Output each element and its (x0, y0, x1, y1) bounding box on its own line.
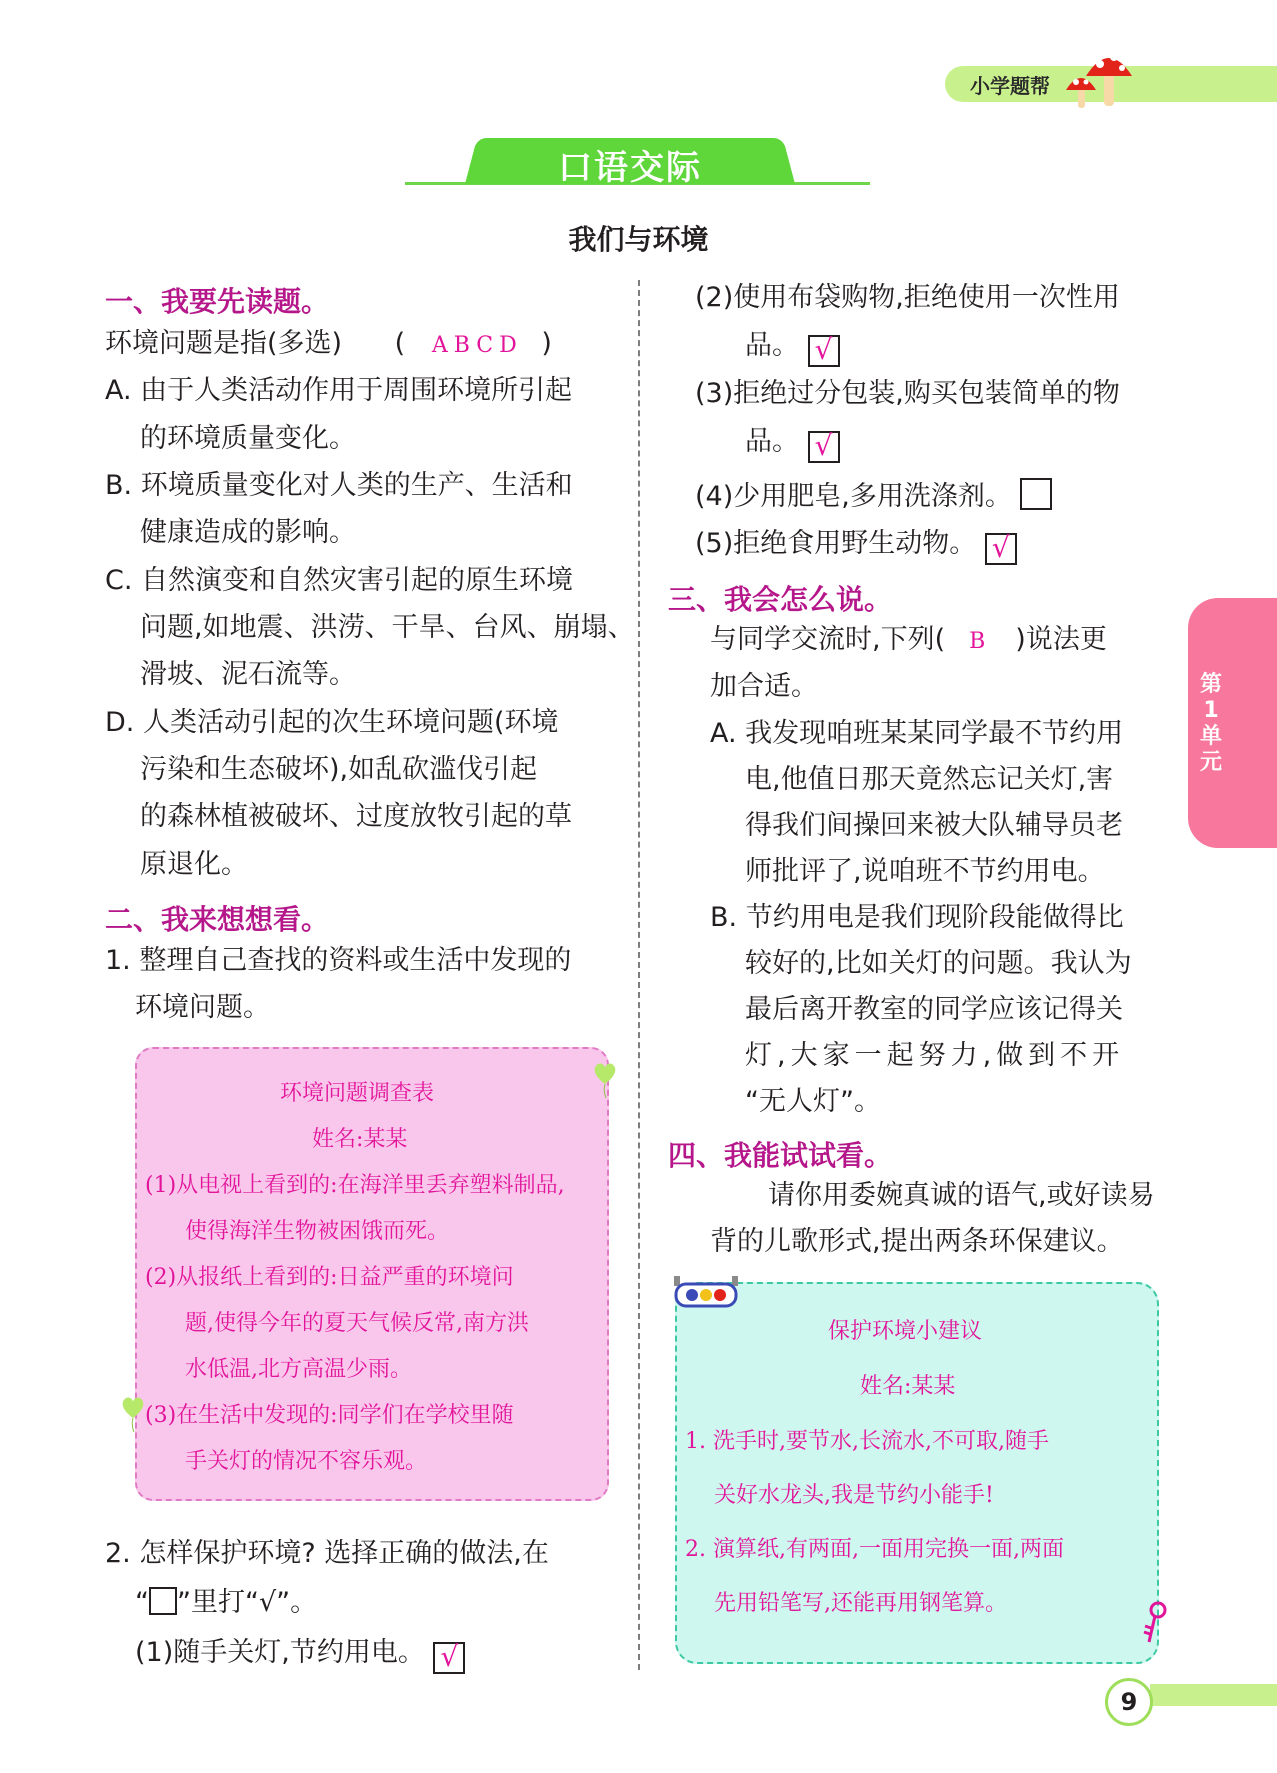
option-d-line2: 污染和生态破坏),如乱砍滥伐引起 (140, 754, 538, 785)
option-d-line3: 的森林植被破坏、过度放牧引起的草 (140, 801, 572, 832)
survey-item2-line1: (2)从报纸上看到的:日益严重的环境问 (145, 1265, 514, 1290)
choice-2-line1: (2)使用布袋购物,拒绝使用一次性用 (695, 282, 1120, 313)
part3-b-line3: 最后离开教室的同学应该记得关 (745, 994, 1123, 1025)
balloon-heart-icon (118, 1392, 148, 1432)
suggestion-1-line2: 关好水龙头,我是节约小能手! (714, 1483, 994, 1508)
column-divider (638, 280, 640, 1670)
option-a-line2: 的环境质量变化。 (140, 423, 356, 454)
choice-4-checkbox[interactable] (1020, 478, 1052, 510)
balloon-heart-icon (590, 1058, 620, 1098)
choice-2-checkbox[interactable]: √ (808, 335, 840, 367)
page-number: 9 (1105, 1678, 1153, 1726)
option-b-line2: 健康造成的影响。 (140, 517, 356, 548)
page-title: 我们与环境 (568, 223, 709, 256)
part3-heading: 三、我会怎么说。 (668, 583, 893, 616)
brand-name: 小学题帮 (970, 74, 1050, 98)
suggestion-1-line1: 1. 洗手时,要节水,长流水,不可取,随手 (685, 1429, 1049, 1454)
section-banner: 口语交际 (558, 148, 702, 188)
survey-title: 环境问题调查表 (280, 1081, 435, 1106)
option-d-line4: 原退化。 (140, 849, 248, 880)
part4-heading: 四、我能试试看。 (668, 1139, 893, 1172)
option-c-line3: 滑坡、泥石流等。 (140, 659, 356, 690)
survey-name: 姓名:某某 (312, 1127, 408, 1152)
option-b-line1: B. 环境质量变化对人类的生产、生活和 (105, 470, 573, 501)
mushroom-icon (1060, 44, 1140, 114)
part3-a-line2: 电,他值日那天竟然忘记关灯,害 (745, 764, 1114, 795)
part1-answer: ABCD (431, 333, 523, 358)
part1-heading: 一、我要先读题。 (105, 285, 330, 318)
survey-item1-line1: (1)从电视上看到的:在海洋里丢弃塑料制品, (145, 1173, 565, 1198)
part3-b-line5: “无人灯”。 (745, 1086, 881, 1117)
option-c-line2: 问题,如地震、洪涝、干旱、台风、崩塌、 (140, 612, 635, 643)
key-icon (1140, 1600, 1170, 1646)
choice-3-checkbox[interactable]: √ (808, 431, 840, 463)
part4-prompt-line1: 请你用委婉真诚的语气,或好读易 (768, 1180, 1155, 1211)
suggestion-2-line2: 先用铅笔写,还能再用钢笔算。 (714, 1591, 1007, 1616)
part3-a-line3: 得我们间操回来被大队辅导员老 (745, 810, 1123, 841)
choice-1: (1)随手关灯,节约用电。 √ (135, 1637, 465, 1674)
example-checkbox (149, 1587, 177, 1615)
part2-q2-line2: “ ”里打“√”。 (135, 1587, 318, 1618)
part2-q2-line1: 2. 怎样保护环境? 选择正确的做法,在 (105, 1538, 549, 1569)
survey-item3-line2: 手关灯的情况不容乐观。 (185, 1449, 428, 1474)
traffic-light-icon (672, 1272, 742, 1312)
choice-2-line2: 品。 √ (745, 330, 840, 367)
part3-answer: B (969, 629, 992, 654)
suggestion-title: 保护环境小建议 (828, 1319, 983, 1344)
suggestion-2-line1: 2. 演算纸,有两面,一面用完换一面,两面 (685, 1537, 1064, 1562)
part3-question-line2: 加合适。 (710, 671, 818, 702)
part3-b-line1: B. 节约用电是我们现阶段能做得比 (710, 902, 1124, 933)
part1-question: 环境问题是指(多选) ( ABCD ) (105, 328, 552, 359)
choice-3-line1: (3)拒绝过分包装,购买包装简单的物 (695, 378, 1120, 409)
choice-3-line2: 品。 √ (745, 426, 840, 463)
part3-question: 与同学交流时,下列( B )说法更 (710, 624, 1107, 655)
choice-1-checkbox[interactable]: √ (433, 1642, 465, 1674)
part3-b-line4: 灯,大家一起努力,做到不开 (745, 1040, 1125, 1071)
option-c-line1: C. 自然演变和自然灾害引起的原生环境 (105, 565, 574, 596)
survey-item2-line2: 题,使得今年的夏天气候反常,南方洪 (185, 1311, 529, 1336)
part3-a-line4: 师批评了,说咱班不节约用电。 (745, 856, 1105, 887)
part3-b-line2: 较好的,比如关灯的问题。我认为 (745, 948, 1132, 979)
unit-tab-label: 第1单元 (1199, 672, 1222, 775)
option-d-line1: D. 人类活动引起的次生环境问题(环境 (105, 707, 559, 738)
page-number-bar (1150, 1684, 1277, 1706)
part2-q1-line1: 1. 整理自己查找的资料或生活中发现的 (105, 945, 572, 976)
part4-prompt-line2: 背的儿歌形式,提出两条环保建议。 (710, 1226, 1124, 1257)
choice-5-checkbox[interactable]: √ (985, 533, 1017, 565)
survey-item3-line1: (3)在生活中发现的:同学们在学校里随 (145, 1403, 514, 1428)
choice-5: (5)拒绝食用野生动物。 √ (695, 528, 1017, 565)
suggestion-name: 姓名:某某 (860, 1374, 956, 1399)
survey-item1-line2: 使得海洋生物被困饿而死。 (185, 1219, 450, 1244)
part3-a-line1: A. 我发现咱班某某同学最不节约用 (710, 718, 1124, 749)
survey-item2-line3: 水低温,北方高温少雨。 (185, 1357, 412, 1382)
choice-4: (4)少用肥皂,多用洗涤剂。 (695, 478, 1052, 513)
part2-q1-line2: 环境问题。 (135, 992, 270, 1023)
part2-heading: 二、我来想想看。 (105, 903, 330, 936)
option-a-line1: A. 由于人类活动作用于周围环境所引起 (105, 375, 573, 406)
